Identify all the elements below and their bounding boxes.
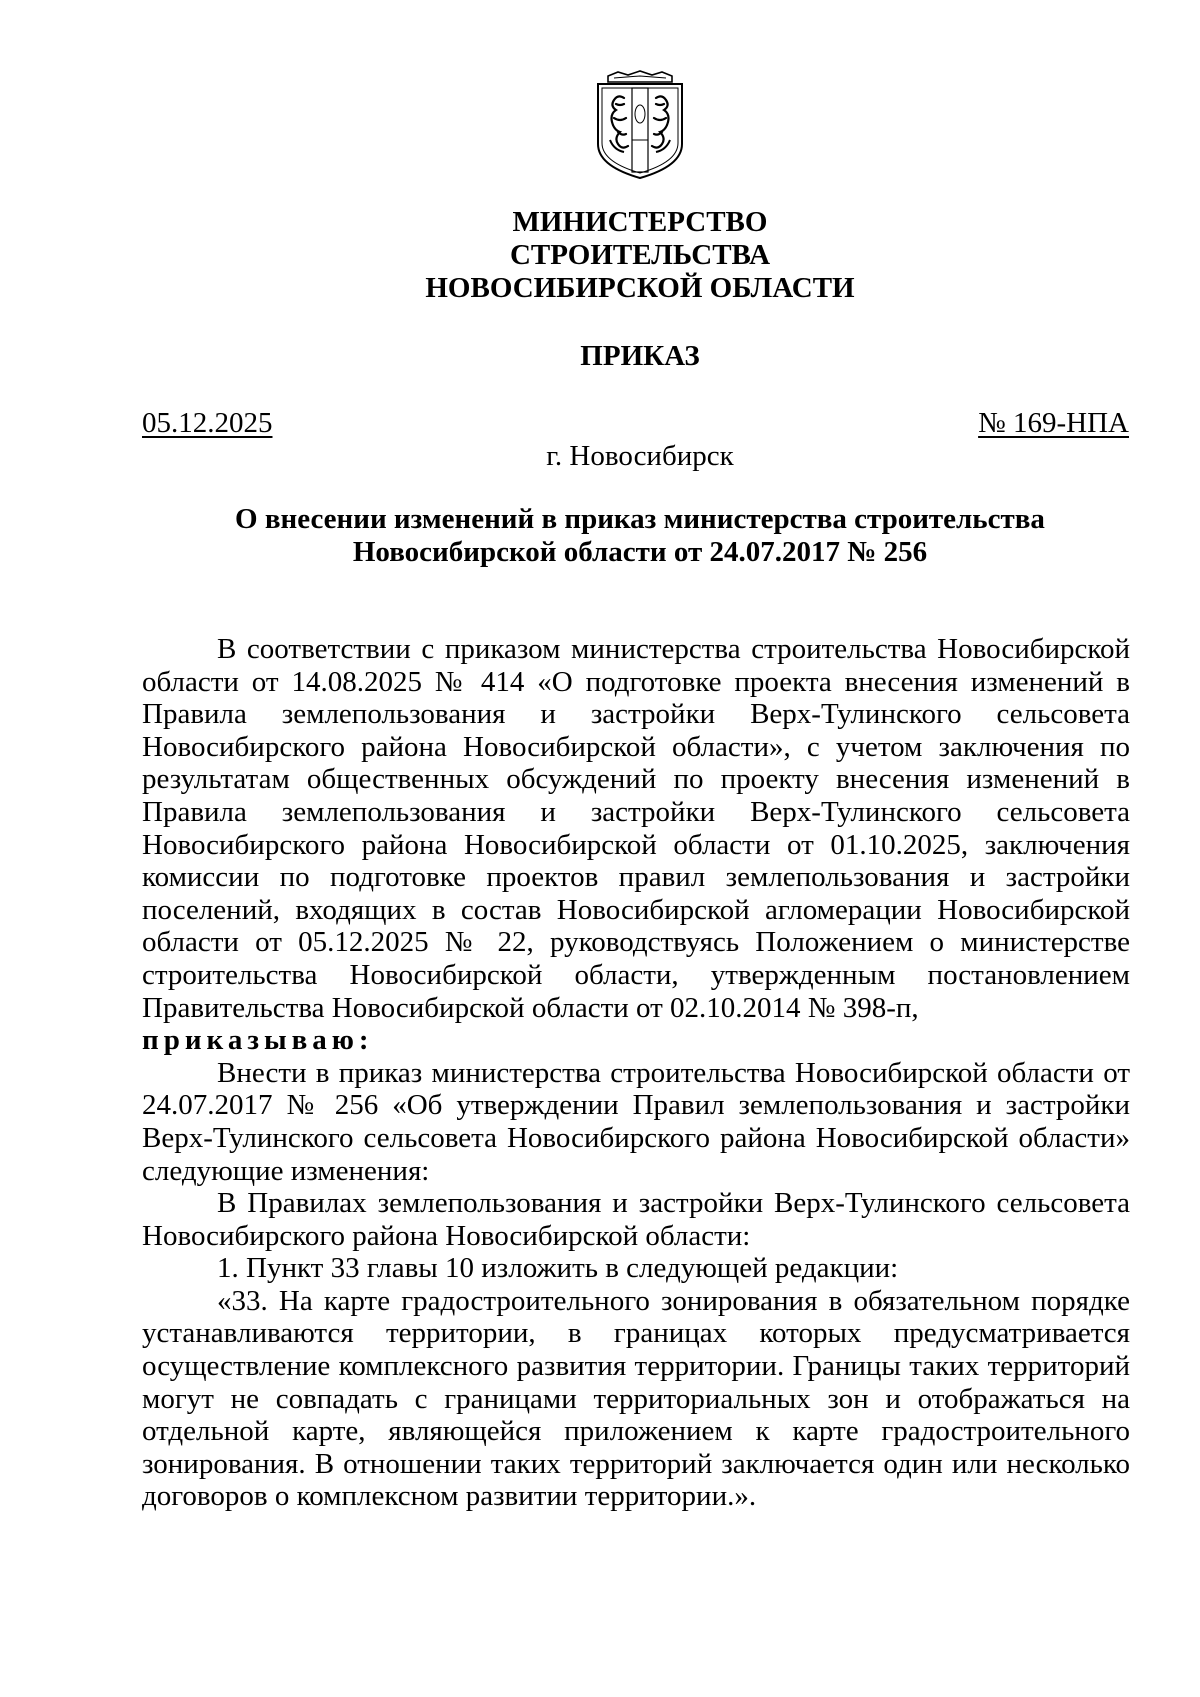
ministry-line-1: МИНИСТЕРСТВО [512, 206, 768, 238]
ministry-header [0, 206, 1200, 305]
body-order-word [142, 1024, 1130, 1057]
title-line-1: О внесении изменений в приказ министерства строительства [235, 503, 1045, 535]
coat-of-arms-icon [594, 68, 686, 180]
document-city: г. Новосибирск [546, 440, 734, 472]
document-type: ПРИКАЗ [580, 340, 700, 372]
ministry-line-2: СТРОИТЕЛЬСТВА [509, 239, 771, 271]
title-line-2: Новосибирской области от 24.07.2017 № 256 [352, 536, 928, 568]
order-word: приказываю: [142, 1024, 374, 1057]
document-date: 05.12.2025 [142, 407, 273, 439]
body-paragraph-rules: В Правилах землепользования и застройки Верх-Тулинского сельсовета Новосибирского района Новосибирской области: [142, 1187, 1130, 1252]
body-paragraph-item-1: 1. Пункт 33 главы 10 изложить в следующей редакции: [217, 1252, 899, 1285]
body-paragraph-preamble: В соответствии с приказом министерства строительства Новосибирской области от 14.08.2025 № 414 «О подготовке проекта внесения изменений в Правила землепользования и застройки Верх-Тулинского сельсовета Новосибирского района Новосибирской области», с учетом заключения по результатам общественных обсуждений по проекту внесения изменений в Правила землепользования и застройки Верх-Тулинского сельсовета Новосибирского района Новосибирской области от 01.10.2025, заключения комиссии по подготовке проектов правил землепользования и застройки поселений, входящих в состав Новосибирской агломерации Новосибирской области от 05.12.2025 № 22, руководствуясь Положением о министерстве строительства Новосибирской области, утвержденным постановлением Правительства Новосибирской области от 02.10.2014 № 398-п, [142, 633, 1130, 1024]
document-title [0, 503, 1200, 569]
body-paragraph-amend: Внести в приказ министерства строительства Новосибирской области от 24.07.2017 № 256 «Об утверждении Правил землепользования и застройки Верх-Тулинского сельсовета Новосибирского района Новосибирской области» следующие изменения: [142, 1056, 1130, 1187]
body-paragraph-item-33: «33. На карте градостроительного зонирования в обязательном порядке устанавливаются территории, в границах которых предусматривается осуществление комплексного развития территории. Границы таких территорий могут не совпадать с границами территориальных зон и отображаться на отдельной карте, являющейся приложением к карте градостроительного зонирования. В отношении таких территорий заключается один или несколько договоров о комплексном развитии территории.». [142, 1284, 1130, 1513]
document-body [142, 633, 1130, 1513]
ministry-line-3: НОВОСИБИРСКОЙ ОБЛАСТИ [425, 272, 855, 304]
document-number: № 169-НПА [978, 407, 1129, 439]
